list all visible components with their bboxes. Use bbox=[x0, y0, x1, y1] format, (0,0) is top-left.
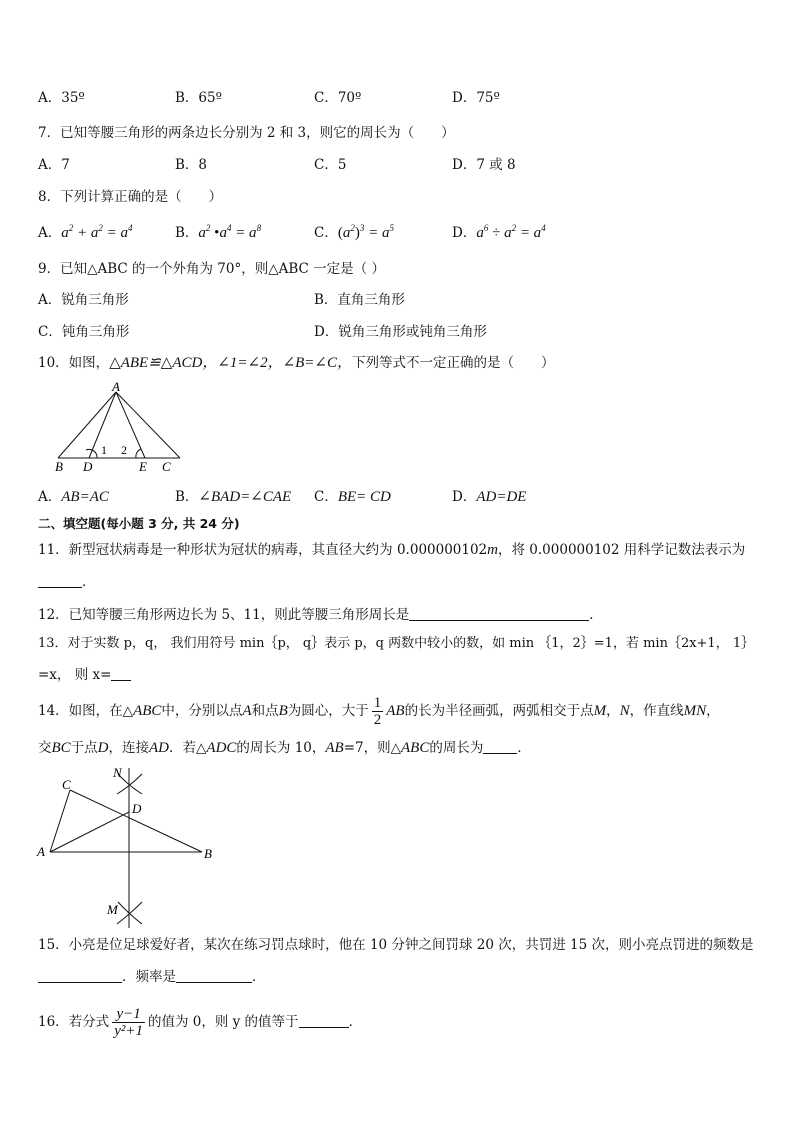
q11-answer-blank[interactable] bbox=[38, 573, 82, 588]
q14-a: A bbox=[242, 703, 252, 719]
q10-option-a-label: A． bbox=[38, 489, 62, 505]
q11-unit: m bbox=[487, 542, 498, 558]
q10-option-c-label: C． bbox=[314, 489, 338, 505]
q8-option-a-label: A． bbox=[38, 225, 62, 241]
q8-option-a bbox=[38, 224, 133, 242]
q8-option-d-formula: $a^6 \div a^2 = a^4$ bbox=[476, 223, 546, 241]
q14-text2c: ，连接 bbox=[108, 740, 150, 756]
q8-option-b-formula: $a^2$ $•a^4 = a^8$ bbox=[198, 223, 262, 241]
q15-text2: ．频率是 bbox=[122, 969, 176, 985]
q14-mn: MN bbox=[683, 703, 707, 719]
q14-label-d: D bbox=[132, 801, 142, 816]
q15-answer-blank-1[interactable] bbox=[38, 968, 122, 983]
q11-answer-line bbox=[38, 573, 96, 591]
q14-label-n: N bbox=[113, 765, 122, 780]
q12-text bbox=[38, 606, 603, 624]
q13-text: 13．对于实数 p，q， 我们用符号 min｛p， q｝表示 p，q 两数中较小的数，如 min ｛1，2｝=1，若 min｛2x+1， 1｝ bbox=[38, 636, 755, 651]
q10-label-b: B bbox=[55, 459, 63, 474]
q14-n: N bbox=[619, 703, 630, 719]
q12-answer-blank[interactable] bbox=[409, 606, 589, 621]
q6-option-b: B．65º bbox=[175, 90, 222, 106]
q16-suffix: 的值为 0，则 y 的值等于 bbox=[147, 1014, 299, 1030]
q13-answer-blank[interactable] bbox=[111, 666, 131, 681]
q10-stem bbox=[38, 354, 555, 372]
q14-label-b: B bbox=[204, 846, 212, 861]
q10-stem-suffix: 下列等式不一定正确的是（ ） bbox=[352, 355, 555, 371]
q14-text2e: 的周长为 10， bbox=[236, 740, 326, 756]
q6-option-a: A．35º bbox=[38, 90, 85, 106]
q10-option-b-text: ∠BAD=∠CAE bbox=[198, 489, 292, 505]
q15-answer-blank-2[interactable] bbox=[176, 968, 252, 983]
q14-tail: ． bbox=[517, 740, 531, 756]
q10-label-d: D bbox=[83, 459, 93, 474]
q16-fraction-den: y²+1 bbox=[114, 1023, 143, 1039]
q11-tail: ． bbox=[82, 574, 96, 590]
q8-option-b-label: B． bbox=[175, 225, 199, 241]
q14-b: B bbox=[278, 703, 288, 719]
q16-fraction bbox=[112, 1006, 145, 1039]
q14-text2b: 于点 bbox=[70, 740, 98, 756]
q7-stem: 7．已知等腰三角形的两条边长分别为 2 和 3，则它的周长为（ ） bbox=[38, 125, 455, 141]
q14-d: D bbox=[97, 740, 109, 756]
q14-segment-ac bbox=[50, 790, 70, 852]
q10-option-d bbox=[452, 488, 526, 506]
q14-text1e: 的长为半径画弧，两弧相交于点 bbox=[404, 703, 594, 719]
q8-option-d bbox=[452, 224, 546, 242]
q15-text: 15．小亮是位足球爱好者，某次在练习罚点球时，他在 10 分钟之间罚球 20 次，共罚进 15 次，则小亮点罚进的频数是 bbox=[38, 937, 754, 953]
q10-option-b bbox=[175, 488, 291, 506]
q7-option-d: D．7 或 8 bbox=[452, 157, 516, 173]
q9-option-a: A．锐角三角形 bbox=[38, 292, 129, 308]
q10-angle-2-arc bbox=[136, 449, 141, 458]
q10-option-c-text: BE= CD bbox=[337, 489, 391, 505]
q14-m: M bbox=[593, 703, 607, 719]
q14-fraction-den: 2 bbox=[373, 712, 382, 728]
q14-line1 bbox=[38, 694, 720, 728]
q8-option-c-label: C． bbox=[314, 225, 338, 241]
q14-bc: BC bbox=[51, 740, 71, 756]
q14-label-m: M bbox=[107, 902, 118, 917]
q14-fraction-num: 1 bbox=[373, 695, 382, 711]
q14-comma-2: ， bbox=[706, 703, 720, 719]
q10-label-c: C bbox=[162, 459, 171, 474]
q13-text2: =x， 则 x= bbox=[38, 667, 112, 683]
q9-option-c: C．钝角三角形 bbox=[38, 324, 130, 340]
q10-label-e: E bbox=[139, 459, 147, 474]
q14-text1a: 14．如图，在△ bbox=[38, 703, 134, 719]
q9-option-b: B．直角三角形 bbox=[314, 292, 405, 308]
q10-option-b-label: B． bbox=[175, 489, 199, 505]
q6-option-c: C．70º bbox=[314, 90, 362, 106]
q14-label-c: C bbox=[62, 777, 71, 792]
q10-stem-prefix: 10．如图， bbox=[38, 355, 110, 371]
q14-text1b: 中，分别以点 bbox=[161, 703, 243, 719]
q14-segment-ad bbox=[50, 812, 129, 852]
q7-option-a: A．7 bbox=[38, 157, 70, 173]
q14-ab-2: AB bbox=[325, 740, 344, 756]
q14-label-a: A bbox=[37, 844, 45, 859]
q16-answer-blank[interactable] bbox=[299, 1013, 349, 1028]
q16-prefix: 16．若分式 bbox=[38, 1014, 110, 1030]
q12-stem: 12．已知等腰三角形两边长为 5、11，则此等腰三角形周长是 bbox=[38, 607, 410, 623]
q14-ab: AB bbox=[386, 703, 405, 719]
q13-text-line2 bbox=[38, 666, 131, 684]
q11-text-part1: 11．新型冠状病毒是一种形状为冠状的病毒，其直径大约为 0.000000102 bbox=[38, 542, 488, 558]
q6-option-d: D．75º bbox=[452, 90, 500, 106]
q14-line2 bbox=[38, 739, 531, 757]
q10-option-a bbox=[38, 488, 109, 506]
q14-text1f: ，作直线 bbox=[629, 703, 684, 719]
q11-text bbox=[38, 541, 745, 559]
q10-stem-math: △ABE≌△ACD，∠1=∠2，∠B=∠C， bbox=[109, 355, 353, 371]
q14-text2d: ．若△ bbox=[169, 740, 207, 756]
q14-answer-blank[interactable] bbox=[483, 739, 517, 754]
q16-tail: ． bbox=[348, 1014, 363, 1030]
q10-option-d-label: D． bbox=[452, 489, 477, 505]
q14-text2g: 的周长为 bbox=[429, 740, 484, 756]
q14-abc-2: ABC bbox=[401, 740, 430, 756]
q8-option-d-label: D． bbox=[452, 225, 477, 241]
q8-stem: 8．下列计算正确的是（ ） bbox=[38, 189, 223, 205]
q14-text2a: 交 bbox=[38, 740, 52, 756]
q10-option-a-text: AB=AC bbox=[61, 489, 109, 505]
q7-option-c: C．5 bbox=[314, 157, 347, 173]
q9-stem: 9．已知△ABC 的一个外角为 70°，则△ABC 一定是（ ） bbox=[38, 261, 385, 277]
q14-abc: ABC bbox=[133, 703, 162, 719]
q14-text2f: =7，则△ bbox=[343, 740, 402, 756]
q15-tail: ． bbox=[252, 969, 266, 985]
q8-option-c-formula: $(a^2)^3 = a^5$ bbox=[337, 223, 394, 241]
q14-figure bbox=[30, 762, 230, 932]
q16-fraction-num: y−1 bbox=[112, 1006, 145, 1023]
q8-option-c bbox=[314, 224, 394, 242]
q9-option-d: D．锐角三角形或钝角三角形 bbox=[314, 324, 487, 340]
q14-text1c: 和点 bbox=[251, 703, 279, 719]
q15-text-line2 bbox=[38, 968, 266, 986]
q11-text-part2: ，将 0.000000102 用科学记数法表示为 bbox=[498, 542, 746, 558]
q10-label-angle-2: 2 bbox=[121, 443, 127, 457]
q14-ad: AD bbox=[149, 740, 170, 756]
q10-option-c bbox=[314, 488, 391, 506]
q12-tail: ． bbox=[589, 607, 603, 623]
q10-segment-ab bbox=[58, 392, 116, 458]
section-2-title: 二、填空题(每小题 3 分, 共 24 分) bbox=[38, 516, 240, 531]
q8-option-b bbox=[175, 224, 261, 242]
q10-option-d-text: AD=DE bbox=[476, 489, 527, 505]
q10-label-angle-1: 1 bbox=[101, 443, 107, 457]
q10-label-a: A bbox=[112, 379, 120, 394]
q14-adc: ADC bbox=[206, 740, 237, 756]
q14-comma: ， bbox=[606, 703, 620, 719]
q14-fraction bbox=[372, 695, 384, 728]
q8-option-a-formula: $a^2 + a^2 = a^4$ bbox=[61, 223, 133, 241]
q10-figure bbox=[50, 378, 190, 478]
q14-segment-cb bbox=[70, 790, 202, 852]
q14-text1d: 为圆心，大于 bbox=[287, 703, 369, 719]
q16-text bbox=[38, 1004, 362, 1040]
q7-option-b: B．8 bbox=[175, 157, 208, 173]
